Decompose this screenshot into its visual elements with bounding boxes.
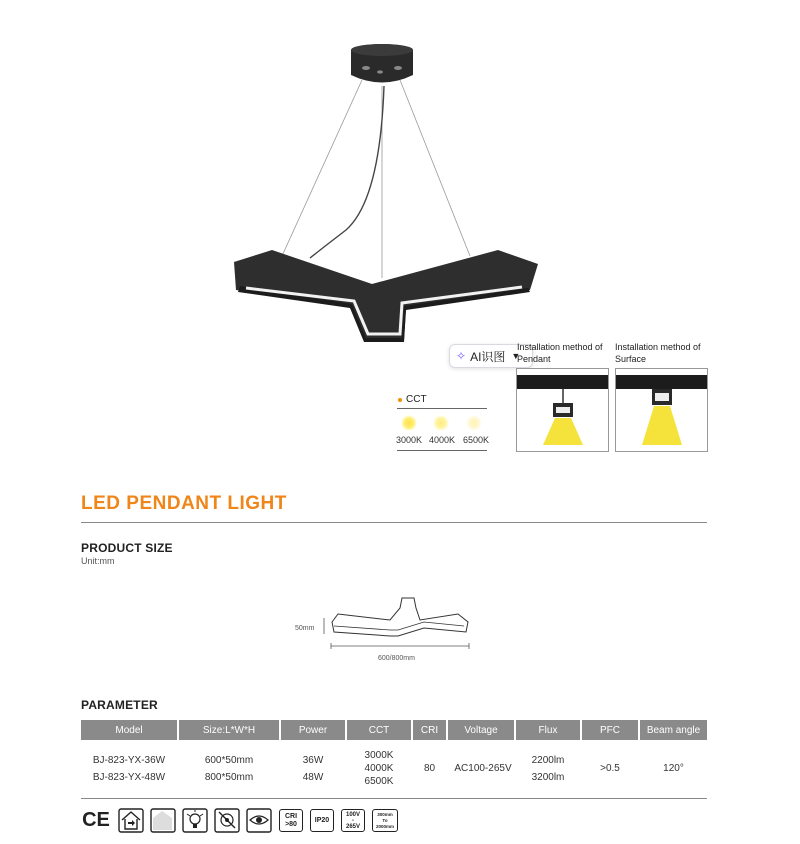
cct-value-6500: 6500K (462, 435, 490, 445)
install-label-pendant: Installation method of Pendant (517, 342, 603, 364)
install-surface-diagram (615, 368, 708, 452)
bulb-icon (182, 808, 208, 833)
eye-protection-icon (246, 808, 272, 833)
col-header-cct: CCT (347, 720, 411, 740)
cct-title-text: CCT (406, 394, 427, 405)
ip20-badge-label: IP20 (310, 809, 334, 832)
cell-cri: 80 (423, 763, 436, 774)
cell-model-1: BJ-823-YX-36W (92, 755, 166, 766)
cell-pfc: >0.5 (600, 763, 620, 774)
page-title: LED PENDANT LIGHT (81, 493, 287, 514)
ip20-badge (309, 808, 335, 833)
pendant-lamp-image (0, 0, 800, 360)
title-divider (81, 522, 707, 523)
col-header-pfc: PFC (582, 720, 638, 740)
ai-badge-label: AI识图 (470, 349, 506, 364)
cct-title (398, 394, 427, 405)
cell-cct-1: 3000K (364, 750, 394, 761)
install-label-surface: Installation method of Surface (615, 342, 701, 364)
cell-power-1: 36W (302, 755, 324, 766)
height-range-min: 300mm (377, 812, 393, 817)
col-header-model: Model (81, 720, 177, 740)
bullet-icon (398, 398, 402, 402)
cri-badge-label: CRI (284, 813, 298, 820)
no-uv-icon (214, 808, 240, 833)
voltage-badge-min: 100V (345, 812, 360, 818)
cell-voltage: AC100-265V (454, 763, 512, 774)
install-pendant-diagram (516, 368, 609, 452)
cell-cct-3: 6500K (364, 776, 394, 787)
cell-size-2: 800*50mm (204, 772, 254, 783)
unit-label: Unit:mm (81, 556, 115, 566)
height-dimension: 50mm (295, 625, 315, 632)
cell-flux-2: 3200lm (531, 772, 565, 783)
indoor-use-icon (118, 808, 144, 833)
class-symbol-icon (150, 808, 176, 833)
col-header-beam: Beam angle (640, 720, 707, 740)
cct-value-4000: 4000K (428, 435, 456, 445)
product-size-drawing (320, 592, 480, 652)
height-range-sep: To (382, 818, 388, 823)
voltage-badge-sep: - (352, 818, 354, 824)
col-header-power: Power (281, 720, 345, 740)
cct-value-3000: 3000K (395, 435, 423, 445)
chevron-down-icon: ▼ (511, 351, 521, 361)
cct-glow-dots (397, 413, 487, 433)
voltage-badge-max: 265V (345, 824, 360, 830)
cell-beam: 120° (663, 763, 684, 774)
col-header-size: Size:L*W*H (179, 720, 279, 740)
col-header-cri: CRI (413, 720, 446, 740)
voltage-badge (340, 808, 366, 833)
cell-size-1: 600*50mm (204, 755, 254, 766)
length-dimension: 600/800mm (378, 655, 415, 662)
table-divider (81, 798, 707, 799)
parameter-heading: PARAMETER (81, 698, 158, 712)
height-range-badge (371, 808, 399, 833)
ce-mark: CE (82, 809, 110, 831)
col-header-flux: Flux (516, 720, 580, 740)
cct-divider-top (397, 408, 487, 409)
sparkle-icon: ✧ (456, 349, 467, 363)
cell-model-2: BJ-823-YX-48W (92, 772, 166, 783)
cri-badge (278, 808, 304, 833)
cell-flux-1: 2200lm (531, 755, 565, 766)
height-range-max: 2000mm (375, 824, 394, 829)
cri-badge-value: >80 (285, 821, 297, 828)
cell-cct-2: 4000K (364, 763, 394, 774)
product-size-heading: PRODUCT SIZE (81, 541, 173, 555)
col-header-voltage: Voltage (448, 720, 514, 740)
cct-divider-bottom (397, 450, 487, 451)
cell-power-2: 48W (302, 772, 324, 783)
